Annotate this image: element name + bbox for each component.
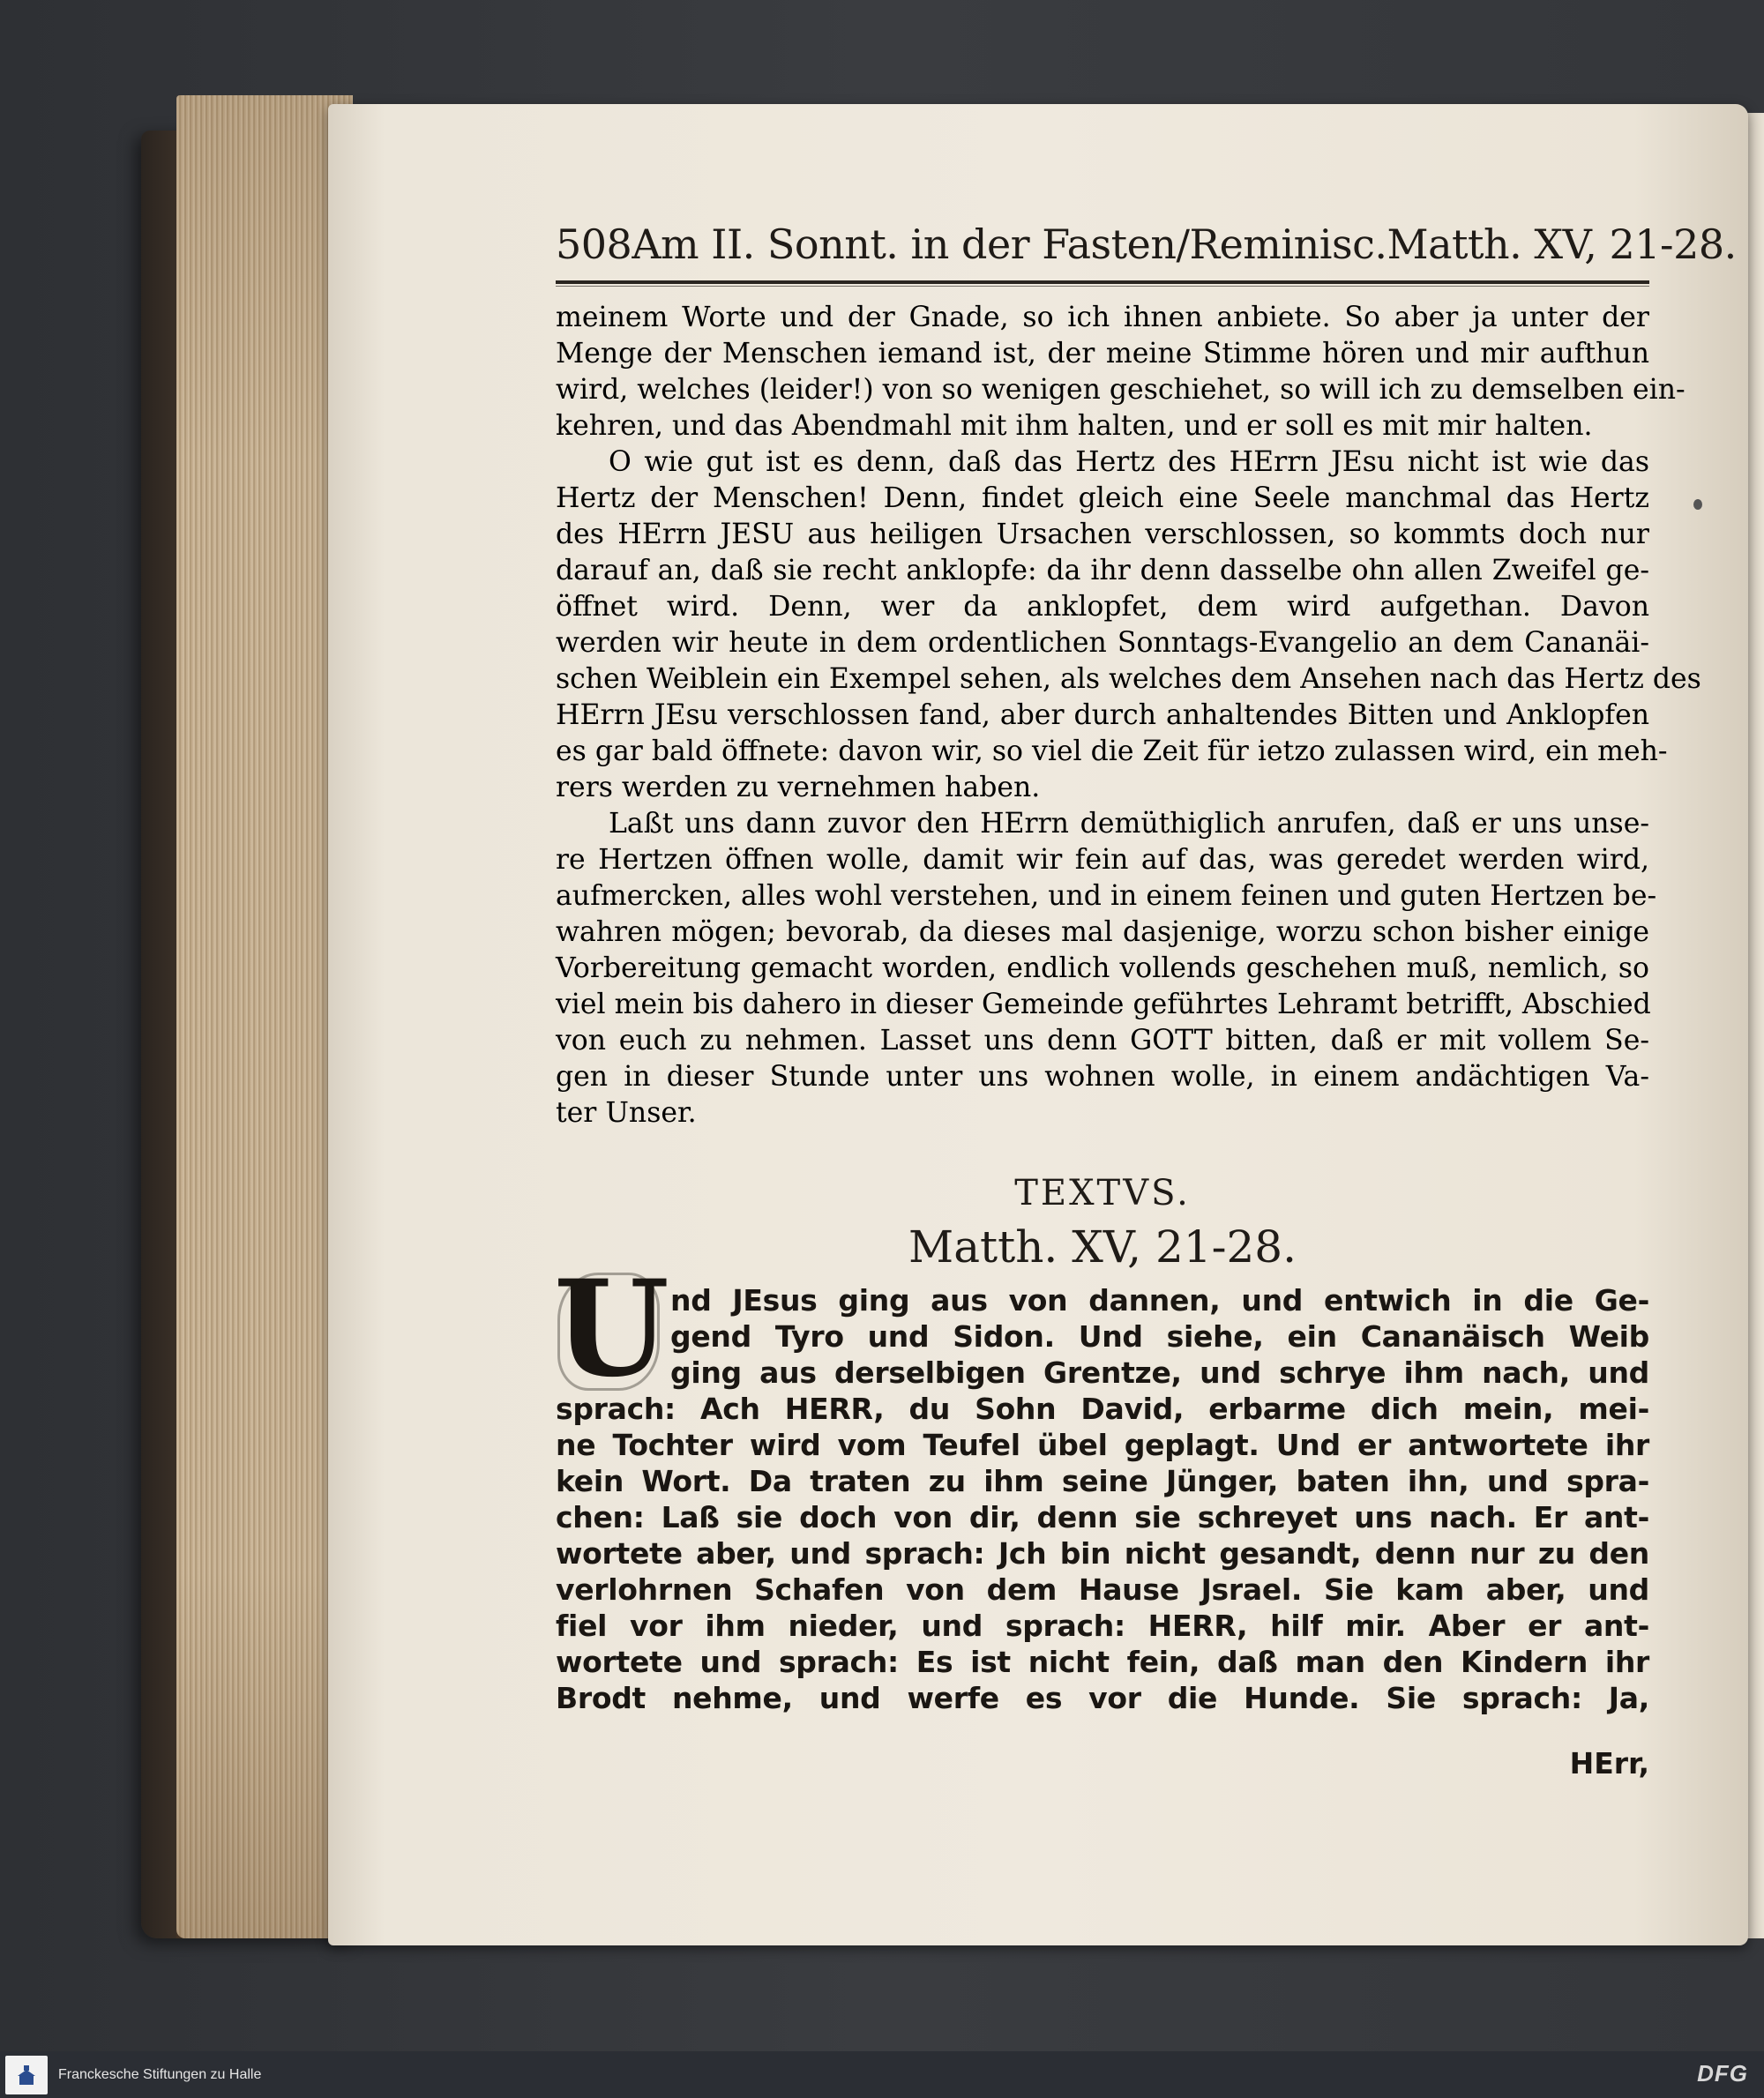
body-line: re Hertzen öffnen wolle, damit wir fein auf das, was geredet werden wird, (556, 844, 1649, 876)
body-line: meinem Worte und der Gnade, so ich ihnen anbiete. So aber ja unter der (556, 302, 1649, 333)
body-line: Laßt uns dann zuvor den HErrn demüthiglich anrufen, daß er uns unse- (609, 808, 1649, 840)
body-line: des HErrn JESU aus heiligen Ursachen verschlossen, so kommts doch nur (556, 519, 1649, 550)
body-line: darauf an, daß sie recht anklopfe: da ihr denn dasselbe ohn allen Zweifel ge- (556, 555, 1649, 586)
body-line: O wie gut ist es denn, daß das Hertz des HErrn JEsu nicht ist wie das (609, 446, 1649, 478)
textus-reference: Matth. XV, 21-28. (908, 1221, 1297, 1273)
body-line: rers werden zu vernehmen haben. (556, 772, 1041, 803)
body-line: kehren, und das Abendmahl mit ihm halten, und er soll es mit mir halten. (556, 410, 1593, 442)
scripture-line: Brodt nehme, und werfe es vor die Hunde. Sie sprach: Ja, (556, 1681, 1649, 1715)
scripture-line: fiel vor ihm nieder, und sprach: HERR, hilf mir. Aber er ant- (556, 1609, 1649, 1643)
body-line: HErrn JEsu verschlossen fand, aber durch anhaltendes Bitten und Anklopfen (556, 699, 1649, 731)
body-line: gen in dieser Stunde unter uns wohnen wolle, in einem andächtigen Va- (556, 1061, 1649, 1093)
body-line: wird, welches (leider!) von so wenigen geschiehet, so will ich zu demselben ein- (556, 374, 1686, 406)
header-rule (556, 280, 1649, 284)
body-line: viel mein bis dahero in dieser Gemeinde geführtes Lehramt betrifft, Abschied (556, 989, 1651, 1020)
body-line: Hertz der Menschen! Denn, findet gleich eine Seele manchmal das Hertz (556, 482, 1649, 514)
scripture-line: ne Tochter wird vom Teufel übel geplagt. Und er antwortete ihr (556, 1428, 1649, 1462)
scripture-line: verlohrnen Schafen von dem Hause Jsrael. Sie kam aber, und (556, 1572, 1649, 1607)
page-edges (176, 95, 353, 1938)
body-line: von euch zu nehmen. Lasset uns denn GOTT bitten, daß er mit vollem Se- (556, 1025, 1649, 1056)
scripture-line: chen: Laß sie doch von dir, denn sie schreyet uns nach. Er ant- (556, 1500, 1649, 1534)
scripture-line: gend Tyro und Sidon. Und siehe, ein Cananäisch Weib (670, 1319, 1649, 1354)
scripture-line: sprach: Ach HERR, du Sohn David, erbarme dich mein, mei- (556, 1392, 1649, 1426)
running-header (556, 220, 1737, 273)
paper-speck (1693, 499, 1702, 510)
scripture-line: kein Wort. Da traten zu ihm seine Jünger, baten ihn, und spra- (556, 1464, 1649, 1498)
institution-logo-icon (5, 2056, 48, 2094)
body-line: wahren mögen; bevorab, da dieses mal dasjenige, worzu schon bisher einige (556, 916, 1649, 948)
textus-title: TEXTVS. (1014, 1173, 1191, 1213)
dfg-logo: DFG (1697, 2060, 1748, 2087)
catchword: HErr, (1569, 1746, 1649, 1781)
scripture-line: wortete und sprach: Es ist nicht fein, daß man den Kindern ihr (556, 1645, 1649, 1679)
running-head-title: Am II. Sonnt. in der Fasten/Reminisc. (632, 220, 1387, 268)
body-line: öffnet wird. Denn, wer da anklopfet, dem wird aufgethan. Davon (556, 591, 1649, 623)
body-line: ter Unser. (556, 1097, 697, 1129)
body-line: Menge der Menschen iemand ist, der meine Stimme hören und mir aufthun (556, 338, 1649, 370)
decorated-initial: U (554, 1251, 669, 1407)
scripture-line: wortete aber, und sprach: Jch bin nicht gesandt, denn nur zu den (556, 1536, 1649, 1571)
institution-name[interactable]: Franckesche Stiftungen zu Halle (58, 2066, 262, 2082)
body-line: werden wir heute in dem ordentlichen Sonntags-Evangelio an dem Cananäi- (556, 627, 1649, 659)
body-line: Vorbereitung gemacht worden, endlich vollends geschehen muß, nemlich, so (556, 952, 1649, 984)
body-line: aufmercken, alles wohl verstehen, und in einem feinen und guten Hertzen be- (556, 880, 1657, 912)
viewer-footer (0, 2051, 1764, 2098)
body-line: es gar bald öffnete: davon wir, so viel die Zeit für ietzo zulassen wird, ein meh- (556, 735, 1668, 767)
bible-reference: Matth. XV, 21-28. (1387, 220, 1737, 268)
page-number: 508 (556, 220, 632, 268)
scripture-line: ging aus derselbigen Grentze, und schrye ihm nach, und (670, 1355, 1649, 1390)
scripture-line: nd JEsus ging aus von dannen, und entwich in die Ge- (670, 1283, 1649, 1318)
body-line: schen Weiblein ein Exempel sehen, als welches dem Ansehen nach das Hertz des (556, 663, 1701, 695)
